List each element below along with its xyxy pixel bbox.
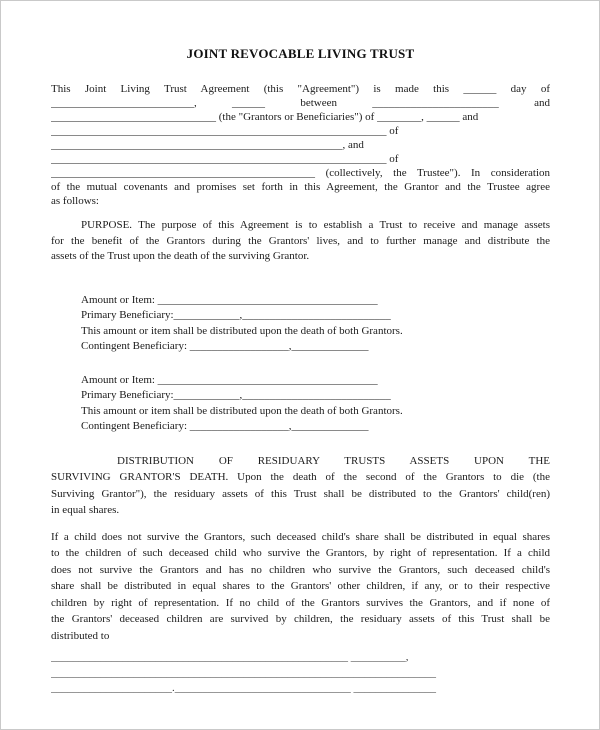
succession-line: the Grantors' deceased children are survived by children, the residuary assets of this Trust shall be <box>51 613 550 625</box>
succession-line: does not survive the Grantors and has no children who survive the Grantors, such deceased child's <box>51 563 550 576</box>
distribution-line: SURVIVING GRANTOR'S DEATH. Upon the death of the second of the Grantors to die (the <box>51 471 550 483</box>
purpose-line: for the benefit of the Grantors during the Grantors' lives, and to further manage and distribute the <box>51 234 550 247</box>
intro-trustee-line: ________________________________________________ (collectively, the Trustee"). In consideration <box>51 167 550 179</box>
distribution-paragraph <box>51 453 550 519</box>
contingent-beneficiary-line: Contingent Beneficiary: __________________,______________ <box>81 340 369 352</box>
purpose-line: assets of the Trust upon the death of the surviving Grantor. <box>51 250 310 262</box>
contingent-beneficiary-line: Contingent Beneficiary: __________________,______________ <box>81 420 369 432</box>
blank-line: ______________________________________________________ __________, <box>51 651 409 663</box>
intro-blank-line: _____________________________________________________________ of <box>51 125 399 137</box>
intro-line: of the mutual covenants and promises set forth in this Agreement, the Grantor and the Trustee agree <box>51 181 550 193</box>
distribution-note-line: This amount or item shall be distributed upon the death of both Grantors. <box>81 404 403 417</box>
fill-in-lines <box>51 650 550 697</box>
amount-or-item-line: Amount or Item: ________________________________________ <box>81 373 378 386</box>
blank-line: ______________________.________________________________ _______________ <box>51 682 436 694</box>
intro-blank-line: _____________________________________________________, and <box>51 139 364 151</box>
succession-line: share shall be distributed in equal shares to the Grantors' other children, if any, or to their respective <box>51 580 550 592</box>
succession-line: If a child does not survive the Grantors, such deceased child's share shall be distributed in equal shares <box>51 530 550 543</box>
purpose-line: PURPOSE. The purpose of this Agreement is to establish a Trust to receive and manage assets <box>81 219 550 231</box>
intro-paragraph <box>51 82 550 208</box>
distribution-line: Surviving Grantor"), the residuary assets of this Trust shall be distributed to the Grantors' child(ren) <box>51 487 550 500</box>
purpose-paragraph <box>51 218 550 265</box>
succession-line: children by right of representation. If no child of the Grantors survives the Grantors, and if none of <box>51 596 550 609</box>
intro-blank-line: _____________________________________________________________ of <box>51 153 399 165</box>
intro-blank-line: __________________________, ______ between _______________________ and <box>51 97 550 109</box>
primary-beneficiary-line: Primary Beneficiary:____________,___________________________ <box>81 309 391 321</box>
distribution-line: in equal shares. <box>51 504 120 516</box>
intro-grantors-line: ______________________________ (the "Grantors or Beneficiaries") of ________, ______ and <box>51 111 479 123</box>
bequest-block-2 <box>51 373 550 435</box>
bequest-block-1 <box>51 293 550 355</box>
document-title: JOINT REVOCABLE LIVING TRUST <box>186 46 415 61</box>
succession-line: distributed to <box>51 629 110 642</box>
distribution-heading-line: DISTRIBUTION OF RESIDUARY TRUSTS ASSETS UPON THE <box>117 454 550 467</box>
blank-line: ______________________________________________________________________ <box>51 666 436 679</box>
distribution-note-line: This amount or item shall be distributed upon the death of both Grantors. <box>81 324 403 337</box>
amount-or-item-line: Amount or Item: ________________________________________ <box>81 293 378 306</box>
intro-line: as follows: <box>51 195 99 207</box>
succession-line: to the children of such deceased child who survive the Grantors, by right of representation. If a child <box>51 547 550 559</box>
primary-beneficiary-line: Primary Beneficiary:____________,___________________________ <box>81 389 391 401</box>
succession-paragraph <box>51 529 550 645</box>
intro-line: This Joint Living Trust Agreement (this "Agreement") is made this ______ day of <box>51 83 550 95</box>
